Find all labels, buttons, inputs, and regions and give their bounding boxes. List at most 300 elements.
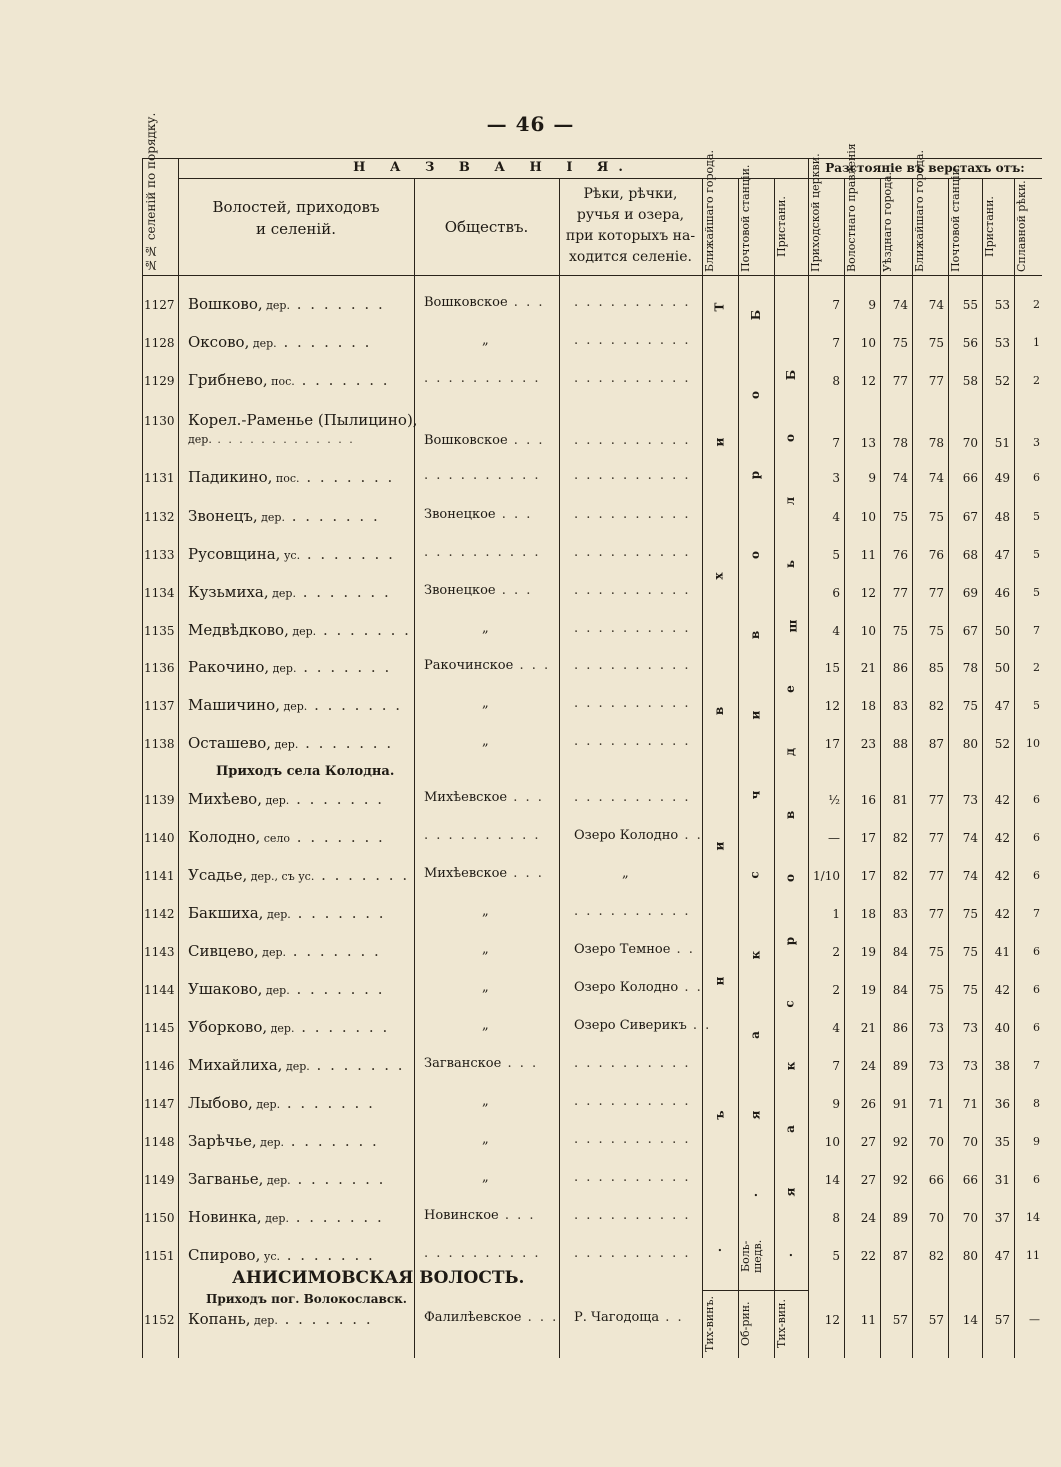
leader-dots: . . <box>678 828 703 843</box>
river-cell <box>622 866 629 881</box>
settlement-name-text: Корел.-Раменье (Пылицино), <box>188 411 418 429</box>
pier-vertical-letter: . <box>781 1252 796 1258</box>
settlement-name <box>188 828 385 846</box>
society-cell <box>482 1018 489 1033</box>
distance-value: 89 <box>892 1059 908 1073</box>
table-row <box>142 507 1042 531</box>
distance-value: 11 <box>1026 1249 1040 1262</box>
leader-dots: . . <box>670 942 695 957</box>
distance-value: 10 <box>1026 737 1040 750</box>
leader-dots: . . . . . . . . . . <box>574 790 691 805</box>
distance-value: 5 <box>832 548 840 562</box>
settlement-kind: дер. <box>282 1060 310 1073</box>
distance-value: 11 <box>860 1313 876 1327</box>
distance-value: 82 <box>928 699 944 713</box>
leader-dots: . . . . . . . . . . <box>574 734 691 749</box>
society-text: „ <box>482 1170 489 1185</box>
settlement-name-text: Ракочино, <box>188 658 270 676</box>
society-text: „ <box>482 333 489 348</box>
post-vertical-letter: р <box>748 470 763 480</box>
society-cell <box>424 1056 538 1071</box>
leader-dots: . . . . . . . . . . <box>574 1208 691 1223</box>
distance-value: 75 <box>892 510 908 524</box>
settlement-name-text: Кузьмиха, <box>188 583 269 601</box>
rivers-header-line2: ручья и озера, <box>576 207 685 223</box>
page-number: — 46 — <box>486 112 575 136</box>
distance-value: 91 <box>892 1097 908 1111</box>
leader-dots: . . . . . . . . . . <box>424 468 541 483</box>
river-cell <box>574 904 691 919</box>
river-cell <box>574 371 691 386</box>
settlement-name <box>188 734 393 752</box>
leader-dots: . . . <box>507 866 544 881</box>
table-row <box>142 468 1042 492</box>
settlement-kind: дер. <box>257 511 285 524</box>
distance-value: 15 <box>824 661 840 675</box>
distance-value: 40 <box>994 1021 1010 1035</box>
settlement-name-text: Русовщина, <box>188 545 281 563</box>
settlement-kind: дер. <box>249 337 277 350</box>
rivers-header <box>559 184 702 268</box>
distance-value: 6 <box>1033 793 1040 806</box>
pier-vertical-letter: с <box>782 999 797 1008</box>
distance-value: 51 <box>994 436 1010 450</box>
distance-value: 86 <box>892 661 908 675</box>
distance-value: 78 <box>892 436 908 450</box>
settlement-kind: пос. <box>272 472 300 485</box>
distance-value: 70 <box>962 1135 978 1149</box>
distance-value: 50 <box>994 661 1010 675</box>
society-cell <box>424 507 532 522</box>
table-row <box>142 545 1042 569</box>
settlement-name <box>188 1132 379 1150</box>
settlement-name <box>188 1056 405 1074</box>
city-vertical-letter: ъ <box>712 1110 727 1120</box>
distance-value: 2 <box>1033 298 1040 311</box>
distance-col-header: Уѣзднаго города. <box>881 171 894 272</box>
settlement-name <box>188 295 385 313</box>
distance-value: 4 <box>832 1021 840 1035</box>
pier-vertical-letter: е <box>782 685 797 694</box>
society-cell <box>482 333 489 348</box>
leader-dots: . . . . . . . <box>309 1056 405 1074</box>
society-text: „ <box>482 904 489 919</box>
distance-value: 5 <box>1033 586 1040 599</box>
distance-value: 77 <box>928 869 944 883</box>
settlement-name <box>188 1094 375 1112</box>
river-cell <box>574 1018 711 1033</box>
distance-value: 12 <box>824 699 840 713</box>
distance-value: 57 <box>994 1313 1010 1327</box>
distance-value: 9 <box>868 471 876 485</box>
row-number: 1128 <box>144 336 175 350</box>
distance-value: 16 <box>860 793 876 807</box>
distance-value: 23 <box>860 737 876 751</box>
distance-value: 57 <box>892 1313 908 1327</box>
settlement-name <box>188 942 381 960</box>
leader-dots: . . . <box>507 295 545 310</box>
distance-value: 66 <box>962 1173 978 1187</box>
leader-dots: . . . . . . . . . . <box>574 621 691 636</box>
table-row <box>142 658 1042 682</box>
leader-dots: . . . . . . . <box>288 1208 384 1226</box>
leader-dots: . . . . . . . <box>277 1310 373 1328</box>
river-cell <box>574 658 691 673</box>
society-text: Вошковское <box>424 433 508 448</box>
distance-value: 82 <box>928 1249 944 1263</box>
leader-dots: . . . . . . . <box>316 621 411 639</box>
society-text: Ракочинское <box>424 658 514 673</box>
table-row <box>142 1246 1042 1270</box>
pier-vertical-letter: о <box>783 873 798 882</box>
leader-dots: . . <box>659 1310 684 1325</box>
settlement-name-text: Копань, <box>188 1310 251 1328</box>
settlement-kind: дер. <box>288 625 317 638</box>
distance-value: 1/10 <box>813 869 840 883</box>
table-row <box>142 828 1042 852</box>
leader-dots: . . . . . . . . . . <box>574 1170 691 1185</box>
distance-value: 74 <box>928 298 944 312</box>
distance-value: 5 <box>1033 510 1040 523</box>
table-row <box>142 904 1042 928</box>
distance-value: 31 <box>994 1173 1010 1187</box>
distance-value: 6 <box>1033 869 1040 882</box>
distance-value: 11 <box>860 548 876 562</box>
leader-dots: . . . . . . . <box>290 904 386 922</box>
table-row <box>142 1132 1042 1156</box>
settlement-name <box>188 1246 375 1264</box>
table-row <box>142 621 1042 645</box>
society-cell <box>482 621 489 636</box>
city-vertical-letter: . <box>710 1247 725 1253</box>
pier-vertical-letter: ь <box>783 559 798 568</box>
distance-value: 80 <box>962 737 978 751</box>
distance-value: 7 <box>832 1059 840 1073</box>
pier-vertical-letter: л <box>783 496 798 505</box>
pier-vertical-letter: в <box>783 810 798 820</box>
distance-value: 1 <box>1033 336 1040 349</box>
river-cell <box>574 433 691 448</box>
distance-value: 19 <box>860 983 876 997</box>
society-text: Новинское <box>424 1208 499 1223</box>
distance-value: 24 <box>860 1059 876 1073</box>
leader-dots: . . . <box>507 433 545 448</box>
table-row <box>142 866 1042 890</box>
distance-value: 7 <box>832 436 840 450</box>
society-cell <box>424 866 544 881</box>
distance-value: 69 <box>962 586 978 600</box>
distance-value: 22 <box>860 1249 876 1263</box>
settlement-kind: дер. <box>267 1022 295 1035</box>
distance-value: 66 <box>928 1173 944 1187</box>
distance-value: 27 <box>860 1173 876 1187</box>
names-title: Н А З В А Н І Я. <box>353 160 633 175</box>
distance-value: 3 <box>832 471 840 485</box>
settlement-name-text: Ушаково, <box>188 980 263 998</box>
distance-value: 2 <box>1033 661 1040 674</box>
society-text: Фалилѣевское <box>424 1310 522 1325</box>
distance-value: 5 <box>1033 548 1040 561</box>
settlement-kind: дер. <box>261 794 290 807</box>
distance-value: 76 <box>928 548 944 562</box>
distance-value: 3 <box>1033 436 1040 449</box>
settlement-kind: дер. <box>279 700 308 713</box>
distance-value: 87 <box>892 1249 908 1263</box>
river-cell <box>574 790 691 805</box>
distance-value: 86 <box>892 1021 908 1035</box>
river-cell <box>574 583 691 598</box>
settlement-kind: дер. <box>262 984 290 997</box>
society-cell <box>424 371 541 386</box>
settlement-name-text: Колодно, <box>188 828 261 846</box>
post-header: Почтовой станціи. <box>739 164 752 272</box>
leader-dots: . . . . . . . <box>294 1018 390 1036</box>
leader-dots: . . . . . . . <box>299 468 395 486</box>
distance-value: 26 <box>860 1097 876 1111</box>
leader-dots: . . . . . . . <box>289 295 385 313</box>
leader-dots: . . . . . . . . . . <box>424 828 541 843</box>
leader-dots: . . . . . . . <box>289 980 385 998</box>
distance-value: 47 <box>994 548 1010 562</box>
city-vertical-letter: н <box>712 976 727 985</box>
distance-value: 42 <box>994 793 1010 807</box>
distance-value: 83 <box>892 907 908 921</box>
society-text: „ <box>482 1132 489 1147</box>
distance-value: 70 <box>962 1211 978 1225</box>
distance-value: 6 <box>1033 1021 1040 1034</box>
distance-value: 52 <box>994 737 1010 751</box>
distance-value: 12 <box>860 374 876 388</box>
river-text: Р. Чагодоща <box>574 1310 660 1325</box>
distance-value: 6 <box>1033 831 1040 844</box>
distance-value: 12 <box>860 586 876 600</box>
row-number: 1132 <box>144 510 175 524</box>
table-row <box>142 1056 1042 1080</box>
city-vertical-letter: х <box>711 572 726 580</box>
society-cell <box>482 1170 489 1185</box>
distance-value: 6 <box>1033 983 1040 996</box>
distance-value: 74 <box>892 298 908 312</box>
leader-dots: . . . . . . . . . . <box>424 1246 541 1261</box>
settlement-kind: село <box>260 832 291 845</box>
leader-dots: . . . . . . . . . . <box>574 1094 691 1109</box>
society-text: „ <box>482 942 489 957</box>
distance-value: 10 <box>860 336 876 350</box>
society-text: „ <box>482 734 489 749</box>
leader-dots: . . . . . . . <box>296 658 392 676</box>
settlement-name <box>188 790 384 808</box>
row-number: 1149 <box>144 1173 175 1187</box>
leader-dots: . . . . . . . . . . <box>574 583 691 598</box>
settlement-name <box>188 411 418 446</box>
leader-dots: . . . . . . . <box>300 545 395 563</box>
society-cell <box>482 1132 489 1147</box>
distance-value: 75 <box>928 624 944 638</box>
row-number: 1127 <box>144 298 175 312</box>
settlement-kind: дер. <box>268 587 296 600</box>
distance-value: 46 <box>994 586 1010 600</box>
settlement-name-text: Зарѣчье, <box>188 1132 257 1150</box>
society-cell <box>424 1310 558 1325</box>
society-cell <box>424 1208 536 1223</box>
distance-value: 71 <box>962 1097 978 1111</box>
distance-value: 66 <box>962 471 978 485</box>
row-number: 1130 <box>144 414 175 428</box>
settlement-name <box>188 621 411 639</box>
river-cell <box>574 1310 684 1325</box>
distance-value: 48 <box>994 510 1010 524</box>
distance-value: 8 <box>832 1211 840 1225</box>
distance-value: 75 <box>928 336 944 350</box>
settlement-kind: дер. <box>263 908 291 921</box>
table-row <box>142 1208 1042 1232</box>
settlement-kind: дер., съ ус. <box>247 870 315 883</box>
leader-dots: . . . . . . . <box>307 696 403 714</box>
leader-dots: . . . . . . . . . . <box>574 295 691 310</box>
row-number: 1152 <box>144 1313 175 1327</box>
volost-header-line2: и селеній. <box>255 220 336 238</box>
leader-dots: . . . <box>521 1310 559 1325</box>
river-cell <box>574 1056 691 1071</box>
row-number: 1129 <box>144 374 175 388</box>
leader-dots: . . . . . . . . . . <box>574 545 691 560</box>
distance-value: 75 <box>962 945 978 959</box>
distance-value: 19 <box>860 945 876 959</box>
leader-dots: . . . . . . . . . . <box>574 433 691 448</box>
settlement-name-text: Михайлиха, <box>188 1056 283 1074</box>
settlement-kind: дер. <box>250 1314 278 1327</box>
distance-value: 9 <box>868 298 876 312</box>
row-number: 1135 <box>144 624 175 638</box>
leader-dots: . . . . . . . . . . <box>574 1056 691 1071</box>
distance-value: 75 <box>928 510 944 524</box>
society-cell <box>424 468 541 483</box>
post-vertical-letter: с <box>747 871 762 879</box>
settlement-kind: ус. <box>260 1250 280 1263</box>
settlement-name <box>188 658 391 676</box>
society-cell <box>482 696 489 711</box>
distance-value: 53 <box>994 298 1010 312</box>
distance-value: 55 <box>962 298 978 312</box>
settlement-name-text: Уборково, <box>188 1018 268 1036</box>
settlement-kind: дер. <box>261 1212 289 1225</box>
society-text: „ <box>482 621 489 636</box>
society-text: „ <box>482 696 489 711</box>
bottom-post-label: Об-рин. <box>739 1301 752 1347</box>
distance-value: 84 <box>892 945 908 959</box>
distance-value: 27 <box>860 1135 876 1149</box>
row-number: 1137 <box>144 699 175 713</box>
river-cell <box>574 507 691 522</box>
distance-value: 9 <box>1033 1135 1040 1148</box>
society-cell <box>424 1246 541 1261</box>
river-cell <box>574 333 691 348</box>
table-row <box>142 790 1042 814</box>
distance-value: 42 <box>994 869 1010 883</box>
distance-value: 87 <box>928 737 944 751</box>
city-vertical-letter: в <box>712 706 727 716</box>
distance-value: 14 <box>1026 1211 1040 1224</box>
settlement-name <box>188 545 395 563</box>
leader-dots: . . . . . . . <box>298 734 394 752</box>
section-heading-kolodno: Приходъ села Колодна. <box>216 764 395 779</box>
distance-value: 73 <box>962 1059 978 1073</box>
post-vertical-letter: . <box>746 1192 761 1198</box>
settlement-name-text: Грибнево, <box>188 371 268 389</box>
leader-dots: . . . . . . . . . . <box>574 658 691 673</box>
settlement-name <box>188 1018 389 1036</box>
leader-dots: . . . . . . . . . . <box>574 904 691 919</box>
distance-value: 4 <box>832 624 840 638</box>
settlement-name-text: Звонецъ, <box>188 507 258 525</box>
settlement-name <box>188 583 391 601</box>
society-cell <box>482 904 489 919</box>
distance-value: 78 <box>962 661 978 675</box>
settlement-name-text: Загванье, <box>188 1170 264 1188</box>
row-number: 1143 <box>144 945 175 959</box>
society-cell <box>424 433 544 448</box>
distance-value: 75 <box>892 624 908 638</box>
distance-value: 13 <box>860 436 876 450</box>
leader-dots: . . . <box>498 1208 536 1223</box>
settlement-kind: дер. <box>258 946 287 959</box>
distance-value: 53 <box>994 336 1010 350</box>
leader-dots: . . . . . . . <box>276 333 372 351</box>
settlement-kind: дер. <box>263 1174 291 1187</box>
leader-dots: . . . . . . . <box>280 1246 375 1264</box>
table-row <box>142 696 1042 720</box>
distance-value: 24 <box>860 1211 876 1225</box>
river-cell <box>574 980 703 995</box>
river-text: „ <box>622 866 629 881</box>
distance-value: 77 <box>928 831 944 845</box>
section-heading-anisimov: АНИСИМОВСКАЯ ВОЛОСТЬ. <box>232 1268 525 1288</box>
row-number: 1142 <box>144 907 175 921</box>
volost-header <box>178 196 414 240</box>
post-vertical-letter: в <box>748 630 763 640</box>
leader-dots: . . . . . . . . . . <box>574 696 691 711</box>
distance-value: 21 <box>860 1021 876 1035</box>
city-vertical-letter: и <box>712 841 727 851</box>
settlement-kind: пос. <box>267 375 295 388</box>
settlement-name-text: Медвѣдково, <box>188 621 289 639</box>
pier-vertical-letter: я <box>783 1187 798 1197</box>
river-cell <box>574 468 691 483</box>
settlement-name-text: Осташево, <box>188 734 272 752</box>
distance-value: 5 <box>832 1249 840 1263</box>
distance-value: 75 <box>962 907 978 921</box>
distance-value: 77 <box>928 374 944 388</box>
rivers-header-line4: ходится селеніе. <box>569 249 692 265</box>
distance-value: 74 <box>892 471 908 485</box>
settlement-kind: ус. <box>280 549 301 562</box>
distance-value: 88 <box>892 737 908 751</box>
row-number: 1133 <box>144 548 175 562</box>
header-bottom-line <box>142 275 1042 276</box>
society-cell <box>482 980 489 995</box>
settlement-name <box>188 333 371 351</box>
river-cell <box>574 295 691 310</box>
distance-value: 76 <box>892 548 908 562</box>
society-cell <box>424 295 544 310</box>
distance-col-header: Почтовой станціи. <box>949 164 962 272</box>
river-cell <box>574 1170 691 1185</box>
distance-value: 47 <box>994 699 1010 713</box>
table-row <box>142 1018 1042 1042</box>
distance-value: 70 <box>928 1135 944 1149</box>
distance-value: 77 <box>928 793 944 807</box>
leader-dots: . . . <box>501 1056 539 1071</box>
